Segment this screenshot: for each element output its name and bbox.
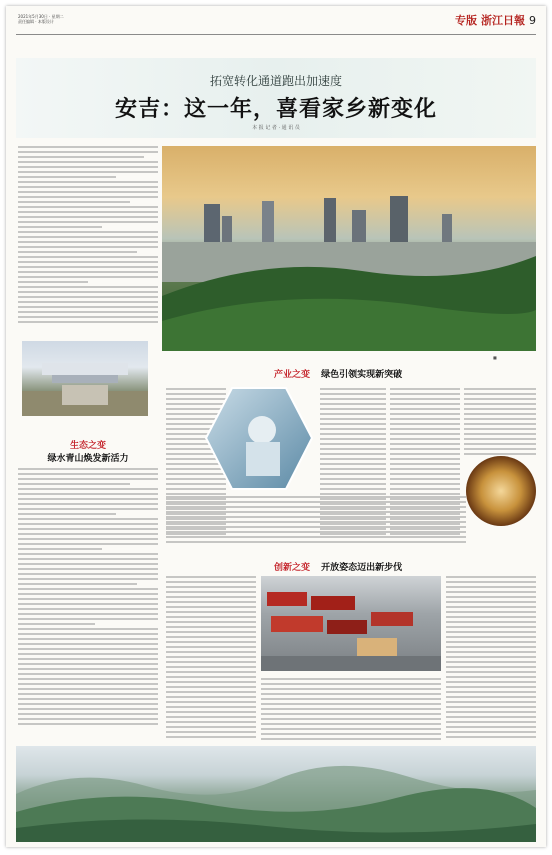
paper-logo: 浙江日報 <box>481 14 525 27</box>
section-title: 绿水青山焕发新活力 <box>47 454 129 464</box>
section-heading-industry <box>274 367 402 380</box>
mountain-landscape-photo <box>16 746 536 842</box>
station-photo <box>22 341 148 416</box>
header-meta <box>18 14 64 24</box>
lab-photo <box>204 386 314 491</box>
section-tag: 专版 <box>455 14 477 27</box>
intro-text-block <box>18 146 158 326</box>
industry-text-col-4 <box>464 388 536 458</box>
city-photo <box>162 146 536 351</box>
logistics-photo <box>261 576 441 671</box>
masthead <box>455 12 536 28</box>
section-title: 绿色引领实现新突破 <box>321 370 403 380</box>
section-keyword: 生态之变 <box>69 441 106 451</box>
date-line: 2021年5月30日 · 星期二 <box>18 14 64 19</box>
section-keyword: 产业之变 <box>274 370 311 380</box>
editor-line: 责任编辑 · 本版设计 <box>18 19 54 24</box>
innovation-text-col-1 <box>166 576 256 744</box>
section-heading-innovation <box>274 560 402 573</box>
ecology-text-block <box>18 468 158 738</box>
city-photo-caption: ■ <box>493 355 497 360</box>
article-subtitle: 拓宽转化通道跑出加速度 <box>209 74 342 88</box>
header-rule <box>16 34 536 35</box>
section-title: 开放姿态迈出新步伐 <box>321 563 403 573</box>
industry-text-lower <box>166 496 466 556</box>
innovation-text-col-3 <box>446 576 536 744</box>
article-title: 安吉：这一年，喜看家乡新变化 <box>114 97 437 122</box>
article-byline: 本 报 记 者 · 通 讯 员 <box>252 125 300 131</box>
page-number: 9 <box>529 13 536 27</box>
section-heading-ecology <box>18 438 158 464</box>
innovation-text-col-2 <box>261 678 441 744</box>
product-photo <box>466 456 536 526</box>
newspaper-page <box>6 6 546 847</box>
section-keyword: 创新之变 <box>274 563 311 573</box>
